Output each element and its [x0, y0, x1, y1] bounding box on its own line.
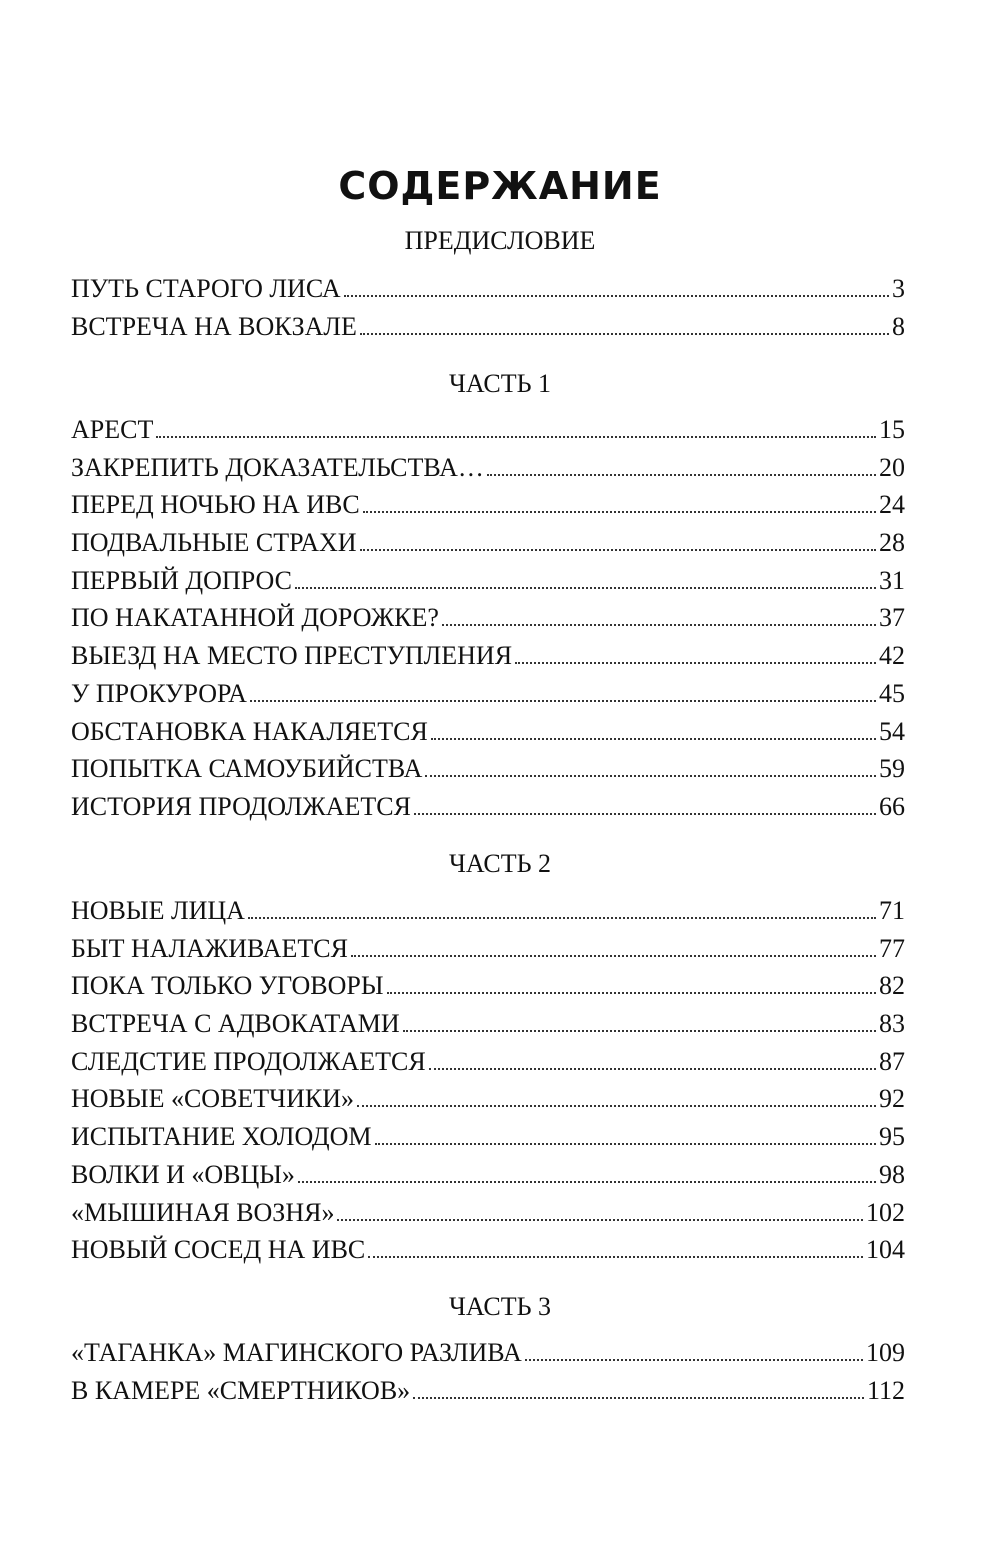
toc-page-number: 87	[879, 1046, 905, 1076]
toc-entry[interactable]	[71, 892, 905, 930]
toc-page-number: 77	[879, 933, 905, 963]
toc-page-number: 66	[879, 791, 905, 821]
toc-entry-title: ПОПЫТКА САМОУБИЙСТВА	[71, 754, 423, 784]
toc-entry-title: ЗАКРЕПИТЬ ДОКАЗАТЕЛЬСТВА…	[71, 452, 484, 482]
toc-entry-title: БЫТ НАЛАЖИВАЕТСЯ	[71, 933, 348, 963]
toc-page-number: 112	[866, 1375, 905, 1405]
toc-entry-title: ОБСТАНОВКА НАКАЛЯЕТСЯ	[71, 716, 428, 746]
toc-page-number: 28	[879, 528, 905, 558]
dot-leader	[298, 1180, 876, 1183]
toc-entry-title: ПО НАКАТАННОЙ ДОРОЖКЕ?	[71, 603, 439, 633]
dot-leader	[357, 1104, 876, 1107]
toc-entry[interactable]	[71, 449, 905, 487]
toc-page-number: 71	[879, 896, 905, 925]
toc-entry[interactable]	[71, 1231, 905, 1269]
toc-entry[interactable]	[71, 713, 905, 751]
section-heading-preface: ПРЕДИСЛОВИЕ	[404, 226, 596, 255]
toc-entry-title: ПЕРВЫЙ ДОПРОС	[71, 565, 292, 595]
toc-entry-title: НОВЫЕ ЛИЦА	[71, 896, 245, 925]
dot-leader	[413, 1396, 864, 1399]
toc-page-number: 45	[879, 678, 905, 708]
toc-page-number: 82	[879, 971, 905, 1001]
toc-page-number: 54	[879, 716, 905, 746]
dot-leader	[344, 294, 889, 297]
toc-entry-title: ИСТОРИЯ ПРОДОЛЖАЕТСЯ	[71, 791, 411, 821]
toc-page-number: 95	[879, 1122, 905, 1152]
toc-page-number: 20	[879, 452, 905, 482]
dot-leader	[387, 991, 876, 994]
dot-leader	[250, 699, 876, 702]
toc-entry-title: ВСТРЕЧА С АДВОКАТАМИ	[71, 1009, 400, 1039]
page-title: СОДЕРЖАНИЕ	[338, 164, 662, 209]
toc-entry[interactable]	[71, 599, 905, 637]
toc-entry[interactable]	[71, 788, 905, 826]
toc-page-number: 83	[879, 1009, 905, 1039]
toc-entry-title: ИСПЫТАНИЕ ХОЛОДОМ	[71, 1122, 372, 1152]
toc-page-number: 42	[879, 641, 905, 671]
dot-leader	[487, 473, 876, 476]
toc-page-number: 24	[879, 490, 905, 520]
toc-page-number: 8	[892, 311, 905, 341]
toc-entry[interactable]	[71, 750, 905, 788]
dot-leader	[425, 774, 876, 777]
toc-entry-title: ВСТРЕЧА НА ВОКЗАЛЕ	[71, 311, 357, 341]
toc-entry[interactable]	[71, 1118, 905, 1156]
toc-entry-title: ПЕРЕД НОЧЬЮ НА ИВС	[71, 490, 360, 520]
toc-entry-title: ПОКА ТОЛЬКО УГОВОРЫ	[71, 971, 384, 1001]
toc-page-number: 15	[879, 415, 905, 444]
toc-entry[interactable]	[71, 1080, 905, 1118]
toc-entry[interactable]	[71, 1043, 905, 1081]
toc-list-preface	[71, 270, 905, 345]
dot-leader	[403, 1029, 876, 1032]
toc-entry[interactable]	[71, 675, 905, 713]
toc-list-part-1	[71, 411, 905, 826]
dot-leader	[156, 435, 876, 438]
toc-entry-title: В КАМЕРЕ «СМЕРТНИКОВ»	[71, 1375, 411, 1405]
toc-entry[interactable]	[71, 524, 905, 562]
dot-leader	[360, 548, 876, 551]
dot-leader	[375, 1142, 876, 1145]
toc-page-number: 109	[866, 1338, 905, 1367]
toc-page-number: 98	[879, 1159, 905, 1189]
dot-leader	[368, 1255, 863, 1258]
toc-entry[interactable]	[71, 486, 905, 524]
toc-page-number: 104	[866, 1235, 905, 1265]
toc-entry[interactable]	[71, 308, 905, 346]
dot-leader	[431, 737, 876, 740]
toc-list-part-2	[71, 892, 905, 1269]
toc-entry-title: ВОЛКИ И «ОВЦЫ»	[71, 1159, 295, 1189]
toc-entry[interactable]	[71, 930, 905, 968]
toc-entry-title: ПУТЬ СТАРОГО ЛИСА	[71, 274, 341, 303]
dot-leader	[351, 954, 876, 957]
toc-entry-title: АРЕСТ	[71, 415, 154, 444]
toc-entry[interactable]	[71, 1194, 905, 1232]
dot-leader	[414, 812, 876, 815]
toc-entry[interactable]	[71, 1005, 905, 1043]
dot-leader	[337, 1218, 863, 1221]
toc-entry[interactable]	[71, 967, 905, 1005]
dot-leader	[248, 916, 876, 919]
toc-page-number: 92	[879, 1084, 905, 1114]
toc-list-part-3	[71, 1334, 905, 1409]
dot-leader	[295, 586, 876, 589]
section-heading-part-2: ЧАСТЬ 2	[448, 849, 552, 878]
dot-leader	[429, 1067, 876, 1070]
toc-entry-title: СЛЕДСТИЕ ПРОДОЛЖАЕТСЯ	[71, 1046, 426, 1076]
dot-leader	[363, 510, 876, 513]
dot-leader	[442, 623, 876, 626]
dot-leader	[360, 332, 889, 335]
toc-entry[interactable]	[71, 1156, 905, 1194]
toc-entry-title: ПОДВАЛЬНЫЕ СТРАХИ	[71, 528, 357, 558]
dot-leader	[525, 1358, 863, 1361]
toc-entry-title: НОВЫЕ «СОВЕТЧИКИ»	[71, 1084, 354, 1114]
toc-entry-title: ВЫЕЗД НА МЕСТО ПРЕСТУПЛЕНИЯ	[71, 641, 513, 671]
toc-entry[interactable]	[71, 270, 905, 308]
toc-entry[interactable]	[71, 562, 905, 600]
toc-page-number: 31	[879, 565, 905, 595]
toc-page-number: 59	[879, 754, 905, 784]
dot-leader	[515, 661, 876, 664]
section-heading-part-3: ЧАСТЬ 3	[448, 1292, 552, 1321]
toc-entry-title: «ТАГАНКА» МАГИНСКОГО РАЗЛИВА	[71, 1338, 522, 1367]
toc-page-number: 3	[892, 274, 905, 303]
toc-entry-title: НОВЫЙ СОСЕД НА ИВС	[71, 1235, 366, 1265]
toc-page-number: 37	[879, 603, 905, 633]
toc-page-number: 102	[866, 1197, 905, 1227]
toc-entry[interactable]	[71, 637, 905, 675]
section-heading-part-1: ЧАСТЬ 1	[448, 369, 552, 398]
toc-entry-title: У ПРОКУРОРА	[71, 678, 247, 708]
toc-entry[interactable]	[71, 1372, 905, 1410]
toc-entry[interactable]	[71, 411, 905, 449]
toc-entry[interactable]	[71, 1334, 905, 1372]
toc-entry-title: «МЫШИНАЯ ВОЗНЯ»	[71, 1197, 335, 1227]
